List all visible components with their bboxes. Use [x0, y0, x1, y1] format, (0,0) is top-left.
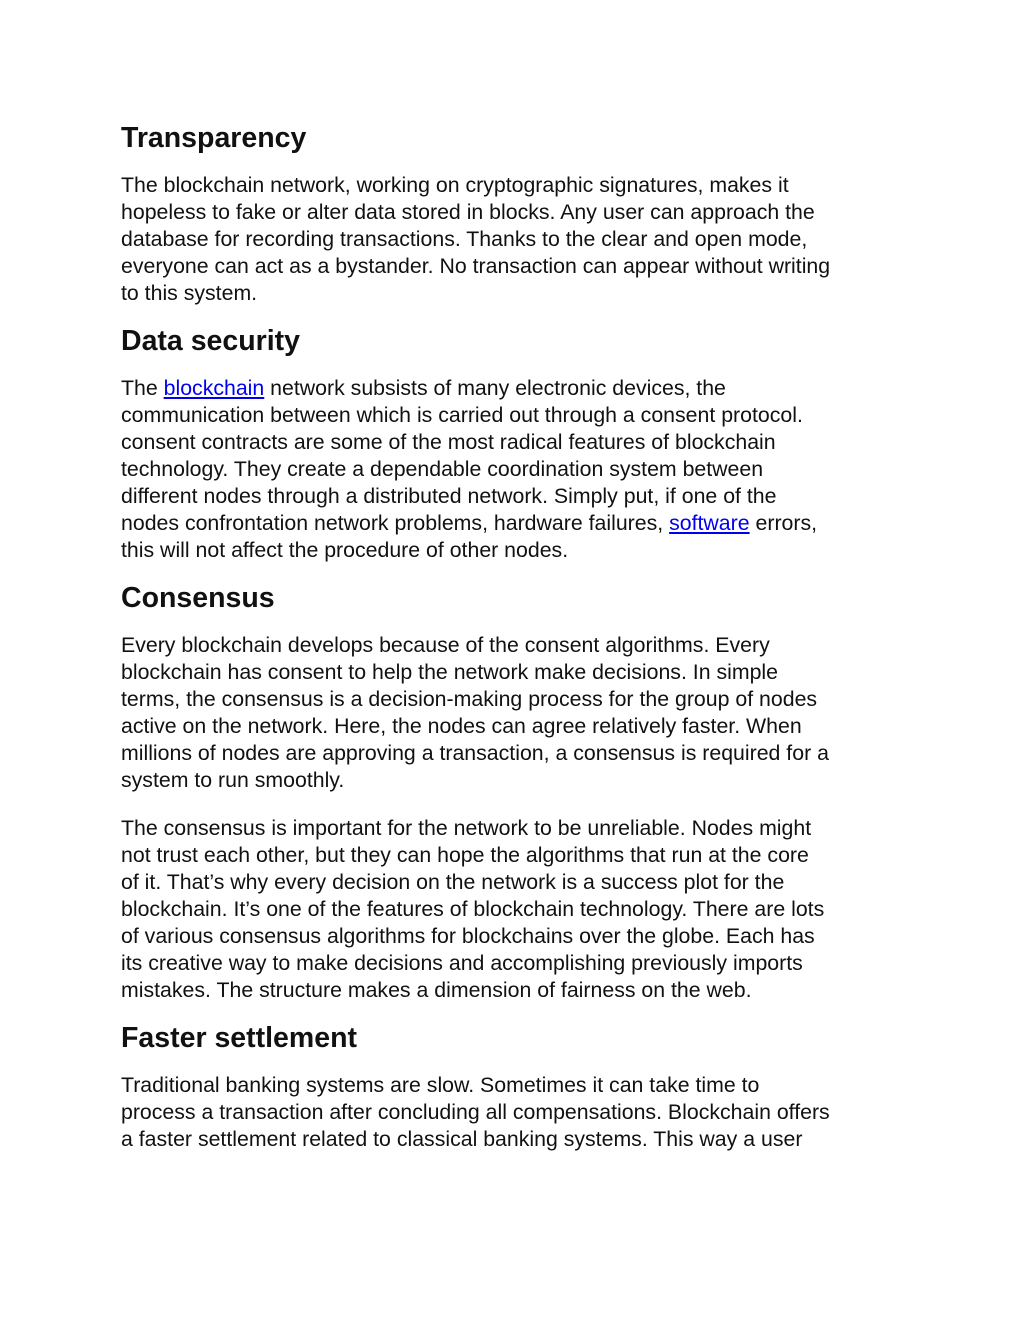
text-line: Every blockchain develops because of the consent algorithms. Every	[121, 633, 770, 657]
heading-faster-settlement: Faster settlement	[121, 1022, 358, 1054]
section-data-security	[121, 323, 914, 564]
text-line	[121, 375, 914, 402]
text-line: blockchain has consent to help the network make decisions. In simple	[121, 660, 779, 684]
heading-data-security: Data security	[121, 325, 301, 357]
text-line: of various consensus algorithms for blockchains over the globe. Each has	[121, 924, 815, 948]
section-consensus	[121, 580, 914, 1004]
heading-transparency: Transparency	[121, 122, 307, 154]
text-line: process a transaction after concluding all compensations. Blockchain offers	[121, 1100, 830, 1124]
paragraph-data-security	[121, 375, 914, 564]
text-line: its creative way to make decisions and accomplishing previously imports	[121, 951, 803, 975]
blockchain-link[interactable]: blockchain	[163, 376, 265, 400]
text-line: different nodes through a distributed network. Simply put, if one of the	[121, 484, 777, 508]
text-line: The consensus is important for the network to be unreliable. Nodes might	[121, 816, 812, 840]
text-line: blockchain. It’s one of the features of blockchain technology. There are lots	[121, 897, 825, 921]
text-line: database for recording transactions. Thanks to the clear and open mode,	[121, 227, 808, 251]
text-line: consent contracts are some of the most radical features of blockchain	[121, 430, 776, 454]
text-line: millions of nodes are approving a transaction, a consensus is required for a	[121, 741, 829, 765]
text-line: mistakes. The structure makes a dimension of fairness on the web.	[121, 978, 752, 1002]
text-fragment: nodes confrontation network problems, hardware failures,	[121, 511, 670, 535]
paragraph-consensus-2	[121, 815, 914, 1004]
text-line: The blockchain network, working on cryptographic signatures, makes it	[121, 173, 789, 197]
text-line: technology. They create a dependable coordination system between	[121, 457, 764, 481]
text-line: a faster settlement related to classical banking systems. This way a user	[121, 1127, 803, 1151]
text-fragment: network subsists of many electronic devices, the	[264, 376, 726, 400]
paragraph-faster-settlement	[121, 1072, 914, 1153]
paragraph-transparency	[121, 172, 914, 307]
text-line	[121, 510, 914, 537]
heading-consensus: Consensus	[121, 582, 275, 614]
text-line: system to run smoothly.	[121, 768, 345, 792]
section-transparency	[121, 120, 914, 307]
text-line: active on the network. Here, the nodes can agree relatively faster. When	[121, 714, 802, 738]
text-line: not trust each other, but they can hope the algorithms that run at the core	[121, 843, 809, 867]
text-fragment: The	[121, 376, 164, 400]
text-line: hopeless to fake or alter data stored in blocks. Any user can approach the	[121, 200, 815, 224]
software-link[interactable]: software	[669, 511, 750, 535]
text-line: to this system.	[121, 281, 258, 305]
text-line: communication between which is carried out through a consent protocol.	[121, 403, 803, 427]
text-fragment: errors,	[749, 511, 818, 535]
text-line: terms, the consensus is a decision-making process for the group of nodes	[121, 687, 818, 711]
text-line: this will not affect the procedure of other nodes.	[121, 538, 569, 562]
text-line: Traditional banking systems are slow. Sometimes it can take time to	[121, 1073, 760, 1097]
paragraph-consensus-1	[121, 632, 914, 794]
text-line: everyone can act as a bystander. No transaction can appear without writing	[121, 254, 831, 278]
section-faster-settlement	[121, 1020, 914, 1153]
text-line: of it. That’s why every decision on the network is a success plot for the	[121, 870, 785, 894]
